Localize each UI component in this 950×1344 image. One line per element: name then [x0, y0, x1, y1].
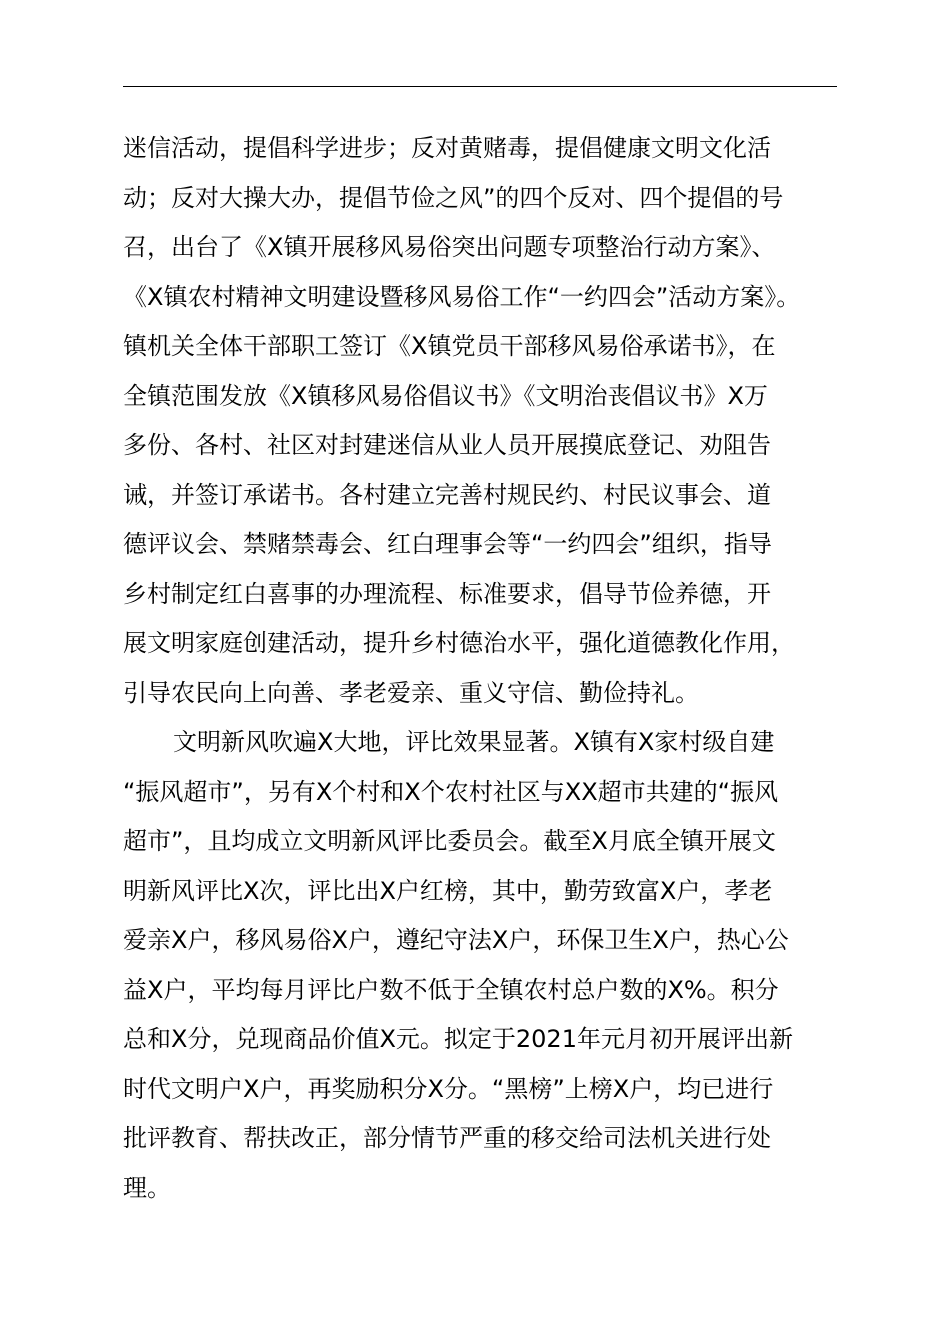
document-body [123, 124, 839, 1213]
paragraph-line: 镇机关全体干部职工签订《X镇党员干部移风易俗承诺书》，在 [123, 332, 776, 360]
paragraph-1 [123, 124, 839, 718]
paragraph-line: 诫，并签订承诺书。各村建立完善村规民约、村民议事会、道 [123, 480, 771, 509]
paragraph-line: 动；反对大操大办，提倡节俭之风”的四个反对、四个提倡的号 [123, 183, 784, 212]
paragraph-line: 召，出台了《X镇开展移风易俗突出问题专项整治行动方案》、 [123, 233, 776, 261]
paragraph-2 [123, 718, 839, 1213]
header-rule [123, 86, 837, 87]
paragraph-line: 《X镇农村精神文明建设暨移风易俗工作“一约四会”活动方案》。 [123, 282, 801, 311]
paragraph-line: 展文明家庭创建活动，提升乡村德治水平，强化道德教化作用， [123, 629, 795, 657]
paragraph-line: 时代文明户X户，再奖励积分X分。“黑榜”上榜X户，均已进行 [123, 1074, 774, 1103]
paragraph-line: 德评议会、禁赌禁毒会、红白理事会等“一约四会”组织，指导 [123, 530, 772, 558]
paragraph-line: 全镇范围发放《X镇移风易俗倡议书》《文明治丧倡议书》X万 [123, 381, 768, 410]
paragraph-line: 批评教育、帮扶改正，部分情节严重的移交给司法机关进行处 [123, 1124, 771, 1152]
paragraph-line: 理。 [123, 1173, 171, 1202]
paragraph-line: “振风超市”，另有X个村和X个农村社区与XX超市共建的“振风 [123, 777, 779, 806]
paragraph-line: 总和X分，兑现商品价值X元。拟定于2021年元月初开展评出新 [123, 1025, 793, 1053]
paragraph-line: 超市”，且均成立文明新风评比委员会。截至X月底全镇开展文 [123, 827, 776, 855]
paragraph-line: 多份、各村、社区对封建迷信从业人员开展摸底登记、劝阻告 [123, 431, 771, 459]
paragraph-line: 爱亲X户，移风易俗X户，遵纪守法X户，环保卫生X户，热心公 [123, 926, 789, 954]
paragraph-line: 乡村制定红白喜事的办理流程、标准要求，倡导节俭养德，开 [123, 579, 771, 608]
paragraph-line: 益X户，平均每月评比户数不低于全镇农村总户数的X%。积分 [123, 975, 779, 1004]
paragraph-line: 明新风评比X次，评比出X户红榜，其中，勤劳致富X户，孝老 [123, 876, 773, 905]
paragraph-line: 迷信活动，提倡科学进步；反对黄赌毒，提倡健康文明文化活 [123, 134, 771, 162]
paragraph-line: 文明新风吹遍X大地，评比效果显著。X镇有X家村级自建 [173, 728, 775, 756]
paragraph-line: 引导农民向上向善、孝老爱亲、重义守信、勤俭持礼。 [123, 678, 699, 707]
